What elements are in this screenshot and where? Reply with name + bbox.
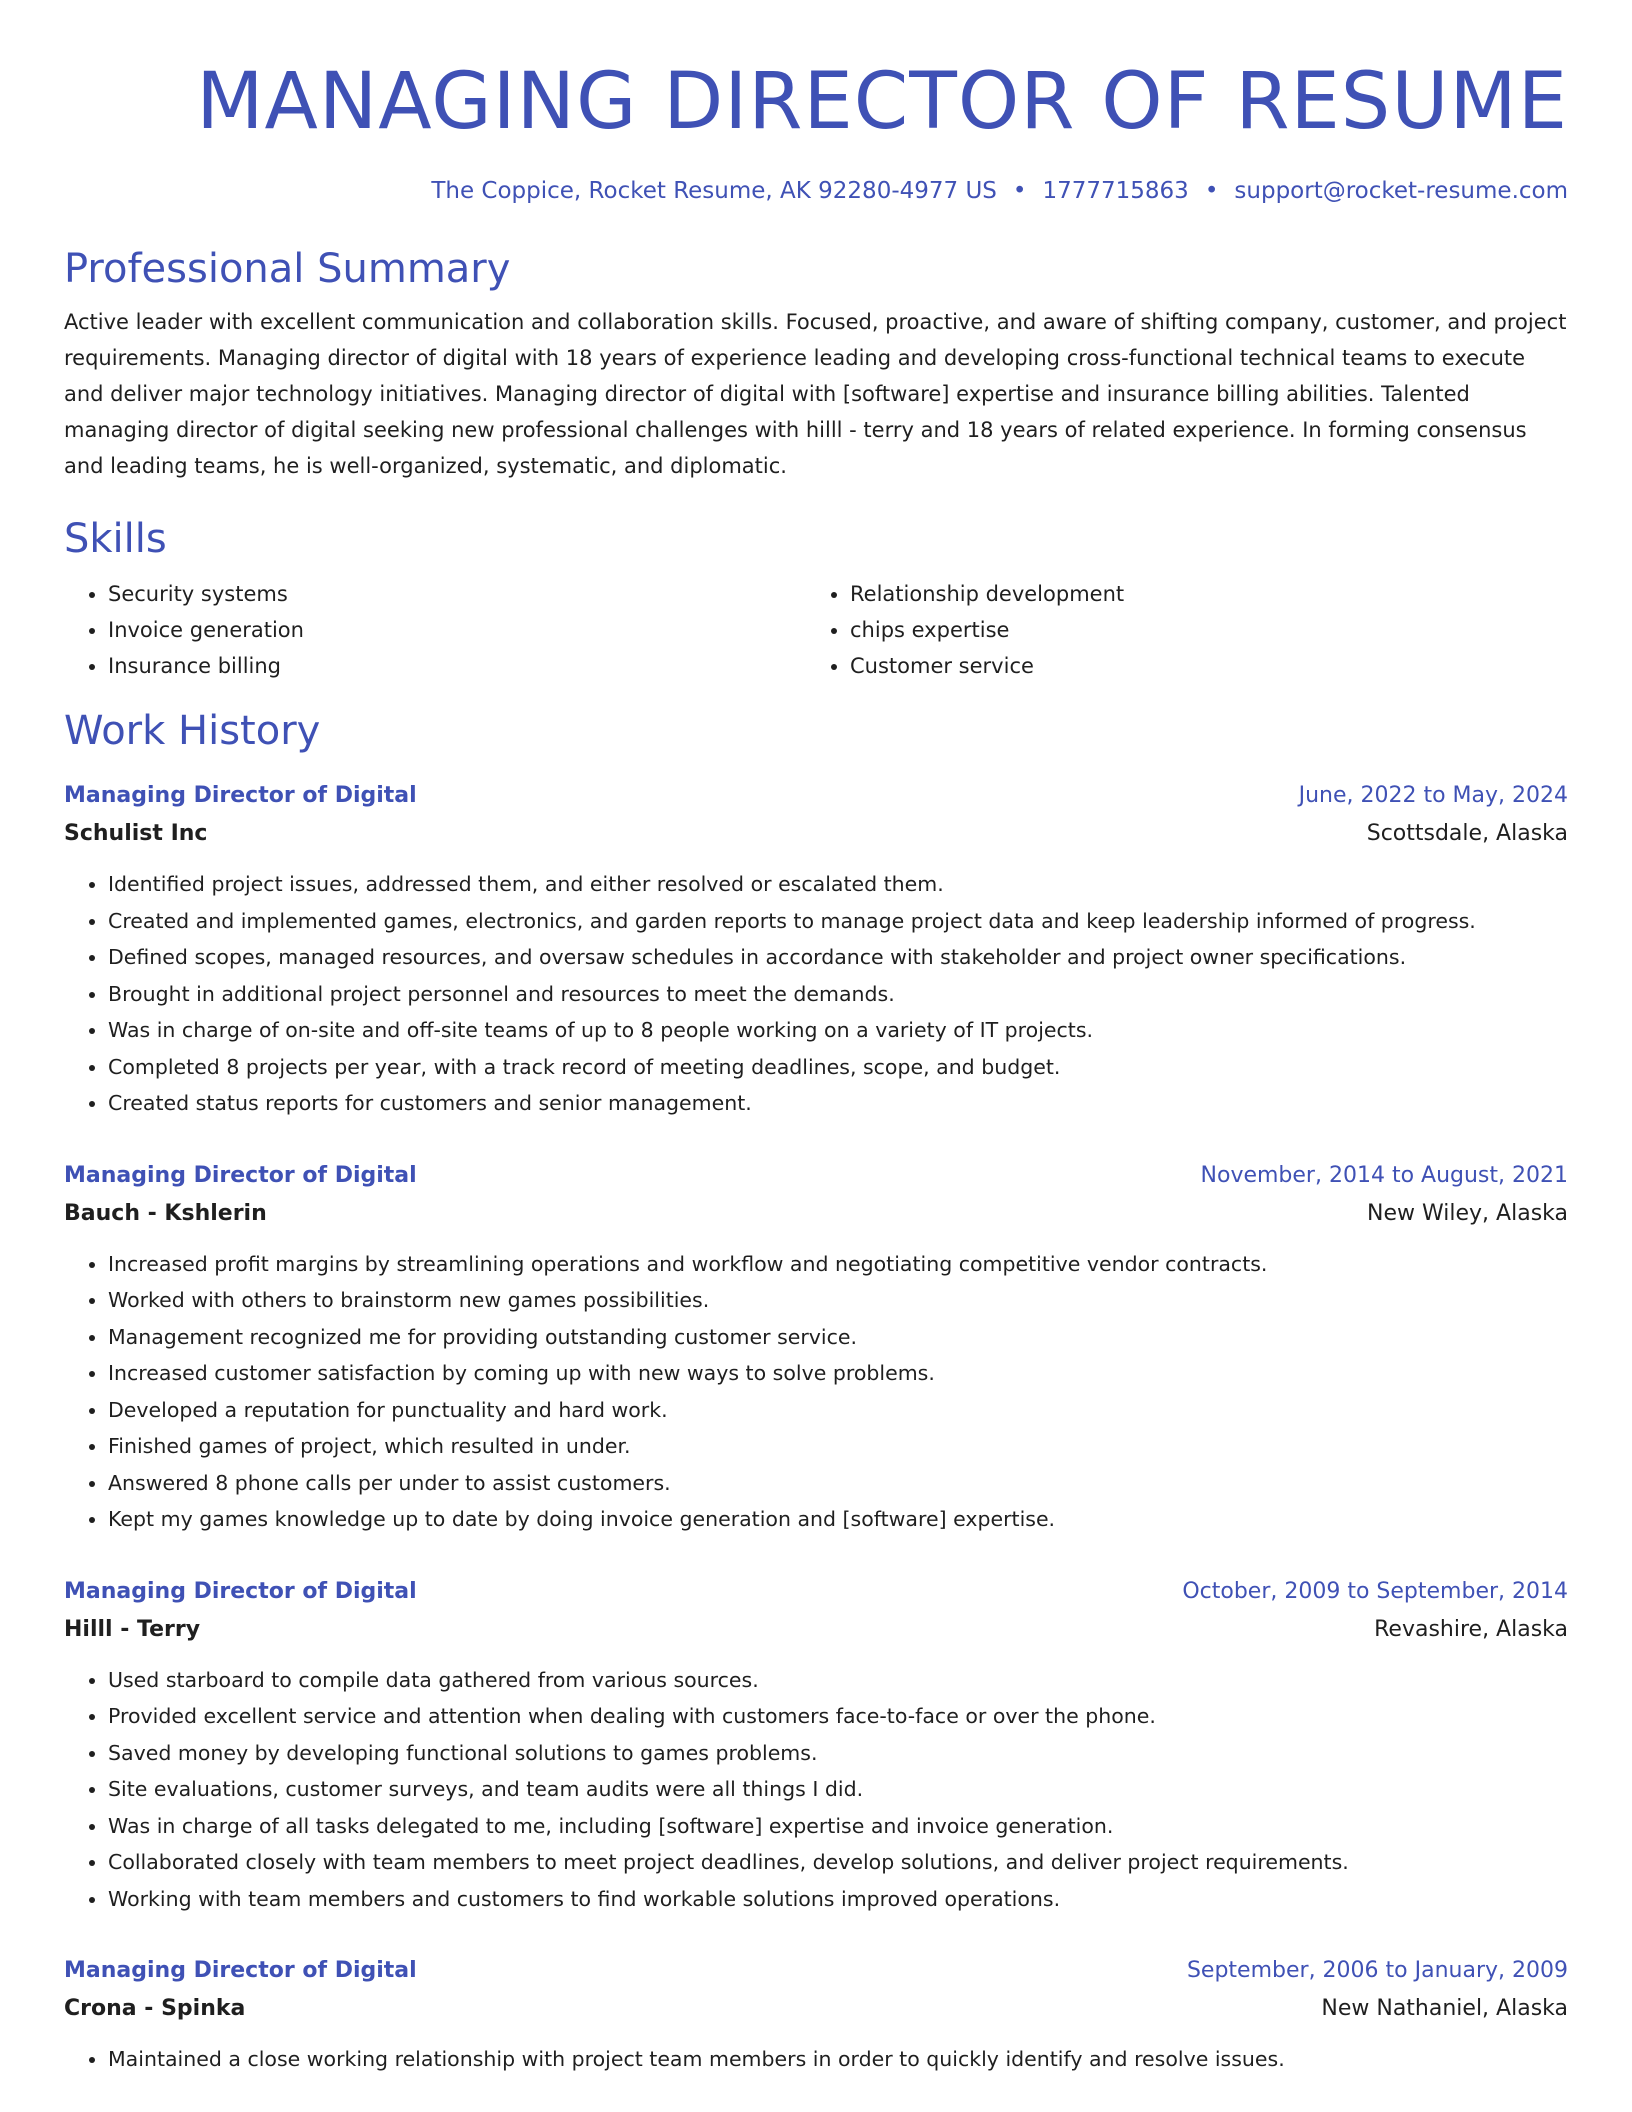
work-history-heading: Work History — [64, 708, 321, 754]
skills-heading: Skills — [64, 516, 167, 562]
job-bullet: • Defined scopes, managed resources, and oversaw schedules in accordance with stakeholder and project owner specifications. — [108, 939, 1568, 976]
job-bullets — [64, 866, 1568, 1122]
job-bullet: • Site evaluations, customer surveys, and team audits were all things I did. — [108, 1771, 1568, 1808]
skill-item: • Insurance billing — [108, 648, 806, 684]
skill-item: • Relationship development — [850, 576, 1548, 612]
job-entry — [64, 1574, 1568, 1918]
job-bullet: • Developed a reputation for punctuality and hard work. — [108, 1392, 1568, 1429]
job-company: Hilll - Terry — [64, 1616, 201, 1642]
skills-column-right — [806, 576, 1548, 684]
job-dates: October, 2009 to September, 2014 — [1182, 1578, 1568, 1604]
job-bullet: • Finished games of project, which resulted in under. — [108, 1428, 1568, 1465]
job-bullet: • Used starboard to compile data gathered from various sources. — [108, 1662, 1568, 1699]
job-bullet: • Maintained a close working relationship with project team members in order to quickly identify and resolve issues. — [108, 2041, 1568, 2078]
job-header-row — [64, 778, 1568, 814]
job-entry — [64, 1158, 1568, 1538]
job-dates: November, 2014 to August, 2021 — [1200, 1162, 1568, 1188]
job-company-row — [64, 1989, 1568, 2029]
resume-title: MANAGING DIRECTOR OF RESUME — [196, 57, 1568, 147]
job-company: Bauch - Kshlerin — [64, 1200, 267, 1226]
job-location: New Nathaniel, Alaska — [1321, 1996, 1568, 2021]
job-header-row — [64, 1574, 1568, 1610]
job-bullet: • Worked with others to brainstorm new games possibilities. — [108, 1282, 1568, 1319]
contact-separator: • — [1204, 178, 1219, 204]
contact-phone: 1777715863 — [1042, 178, 1189, 204]
job-bullets — [64, 1246, 1568, 1538]
skill-item: • chips expertise — [850, 612, 1548, 648]
skills-column-left — [64, 576, 806, 684]
job-location: Revashire, Alaska — [1374, 1616, 1568, 1642]
job-bullet: • Was in charge of all tasks delegated to me, including [software] expertise and invoice generation. — [108, 1808, 1568, 1845]
skills-grid — [64, 576, 1568, 684]
job-company: Schulist Inc — [64, 821, 208, 846]
contact-line — [64, 176, 1568, 206]
job-bullet: • Management recognized me for providing outstanding customer service. — [108, 1319, 1568, 1356]
job-dates: September, 2006 to January, 2009 — [1186, 1958, 1568, 1983]
job-bullet: • Created status reports for customers and senior management. — [108, 1085, 1568, 1122]
job-company-row — [64, 814, 1568, 854]
skill-item: • Customer service — [850, 648, 1548, 684]
job-bullet: • Created and implemented games, electronics, and garden reports to manage project data and keep leadership informed of progress. — [108, 903, 1568, 940]
job-entry — [64, 1953, 1568, 2078]
job-bullets — [64, 2041, 1568, 2078]
work-history-section — [64, 706, 1568, 2078]
job-company-row — [64, 1610, 1568, 1650]
job-title: Managing Director of Digital — [64, 1578, 417, 1604]
summary-heading: Professional Summary — [64, 246, 511, 292]
skills-section — [64, 514, 1568, 684]
job-entry — [64, 778, 1568, 1122]
summary-section — [64, 244, 1568, 484]
job-company-row — [64, 1194, 1568, 1234]
job-title: Managing Director of Digital — [64, 783, 417, 808]
job-bullet: • Collaborated closely with team members to meet project deadlines, develop solutions, and deliver project requirements. — [108, 1844, 1568, 1881]
job-bullet: • Completed 8 projects per year, with a track record of meeting deadlines, scope, and budget. — [108, 1049, 1568, 1086]
job-header-row — [64, 1158, 1568, 1194]
job-title: Managing Director of Digital — [64, 1958, 417, 1983]
contact-email: support@rocket-resume.com — [1234, 178, 1568, 204]
job-bullet: • Was in charge of on-site and off-site teams of up to 8 people working on a variety of IT projects. — [108, 1012, 1568, 1049]
contact-separator: • — [1012, 178, 1027, 204]
job-bullet: • Identified project issues, addressed them, and either resolved or escalated them. — [108, 866, 1568, 903]
job-bullet: • Working with team members and customers to find workable solutions improved operations. — [108, 1881, 1568, 1918]
job-bullet: • Answered 8 phone calls per under to assist customers. — [108, 1465, 1568, 1502]
job-header-row — [64, 1953, 1568, 1989]
job-bullet: • Provided excellent service and attention when dealing with customers face-to-face or over the phone. — [108, 1698, 1568, 1735]
contact-address: The Coppice, Rocket Resume, AK 92280-4977 US — [431, 178, 997, 204]
job-dates: June, 2022 to May, 2024 — [1298, 783, 1568, 808]
job-bullet: • Kept my games knowledge up to date by doing invoice generation and [software] expertise. — [108, 1501, 1568, 1538]
skill-item: • Invoice generation — [108, 612, 806, 648]
job-company: Crona - Spinka — [64, 1996, 246, 2021]
job-bullet: • Increased profit margins by streamlining operations and workflow and negotiating competitive vendor contracts. — [108, 1246, 1568, 1283]
job-location: New Wiley, Alaska — [1367, 1200, 1568, 1226]
job-bullet: • Brought in additional project personnel and resources to meet the demands. — [108, 976, 1568, 1013]
job-bullets — [64, 1662, 1568, 1918]
summary-text: Active leader with excellent communication and collaboration skills. Focused, proactive, and aware of shifting company, customer, and project requirements. Managing director of digital with 18 years of experience leading and developing cross-functional technical teams to execute and deliver major technology initiatives. Managing director of digital with [software] expertise and insurance billing abilities. Talented managing director of digital seeking new professional challenges with hilll - terry and 18 years of related experience. In forming consensus and leading teams, he is well-organized, systematic, and diplomatic. — [64, 310, 1567, 478]
job-title: Managing Director of Digital — [64, 1162, 417, 1188]
job-bullet: • Saved money by developing functional solutions to games problems. — [108, 1735, 1568, 1772]
job-bullet: • Increased customer satisfaction by coming up with new ways to solve problems. — [108, 1355, 1568, 1392]
job-location: Scottsdale, Alaska — [1366, 821, 1568, 846]
skill-item: • Security systems — [108, 576, 806, 612]
